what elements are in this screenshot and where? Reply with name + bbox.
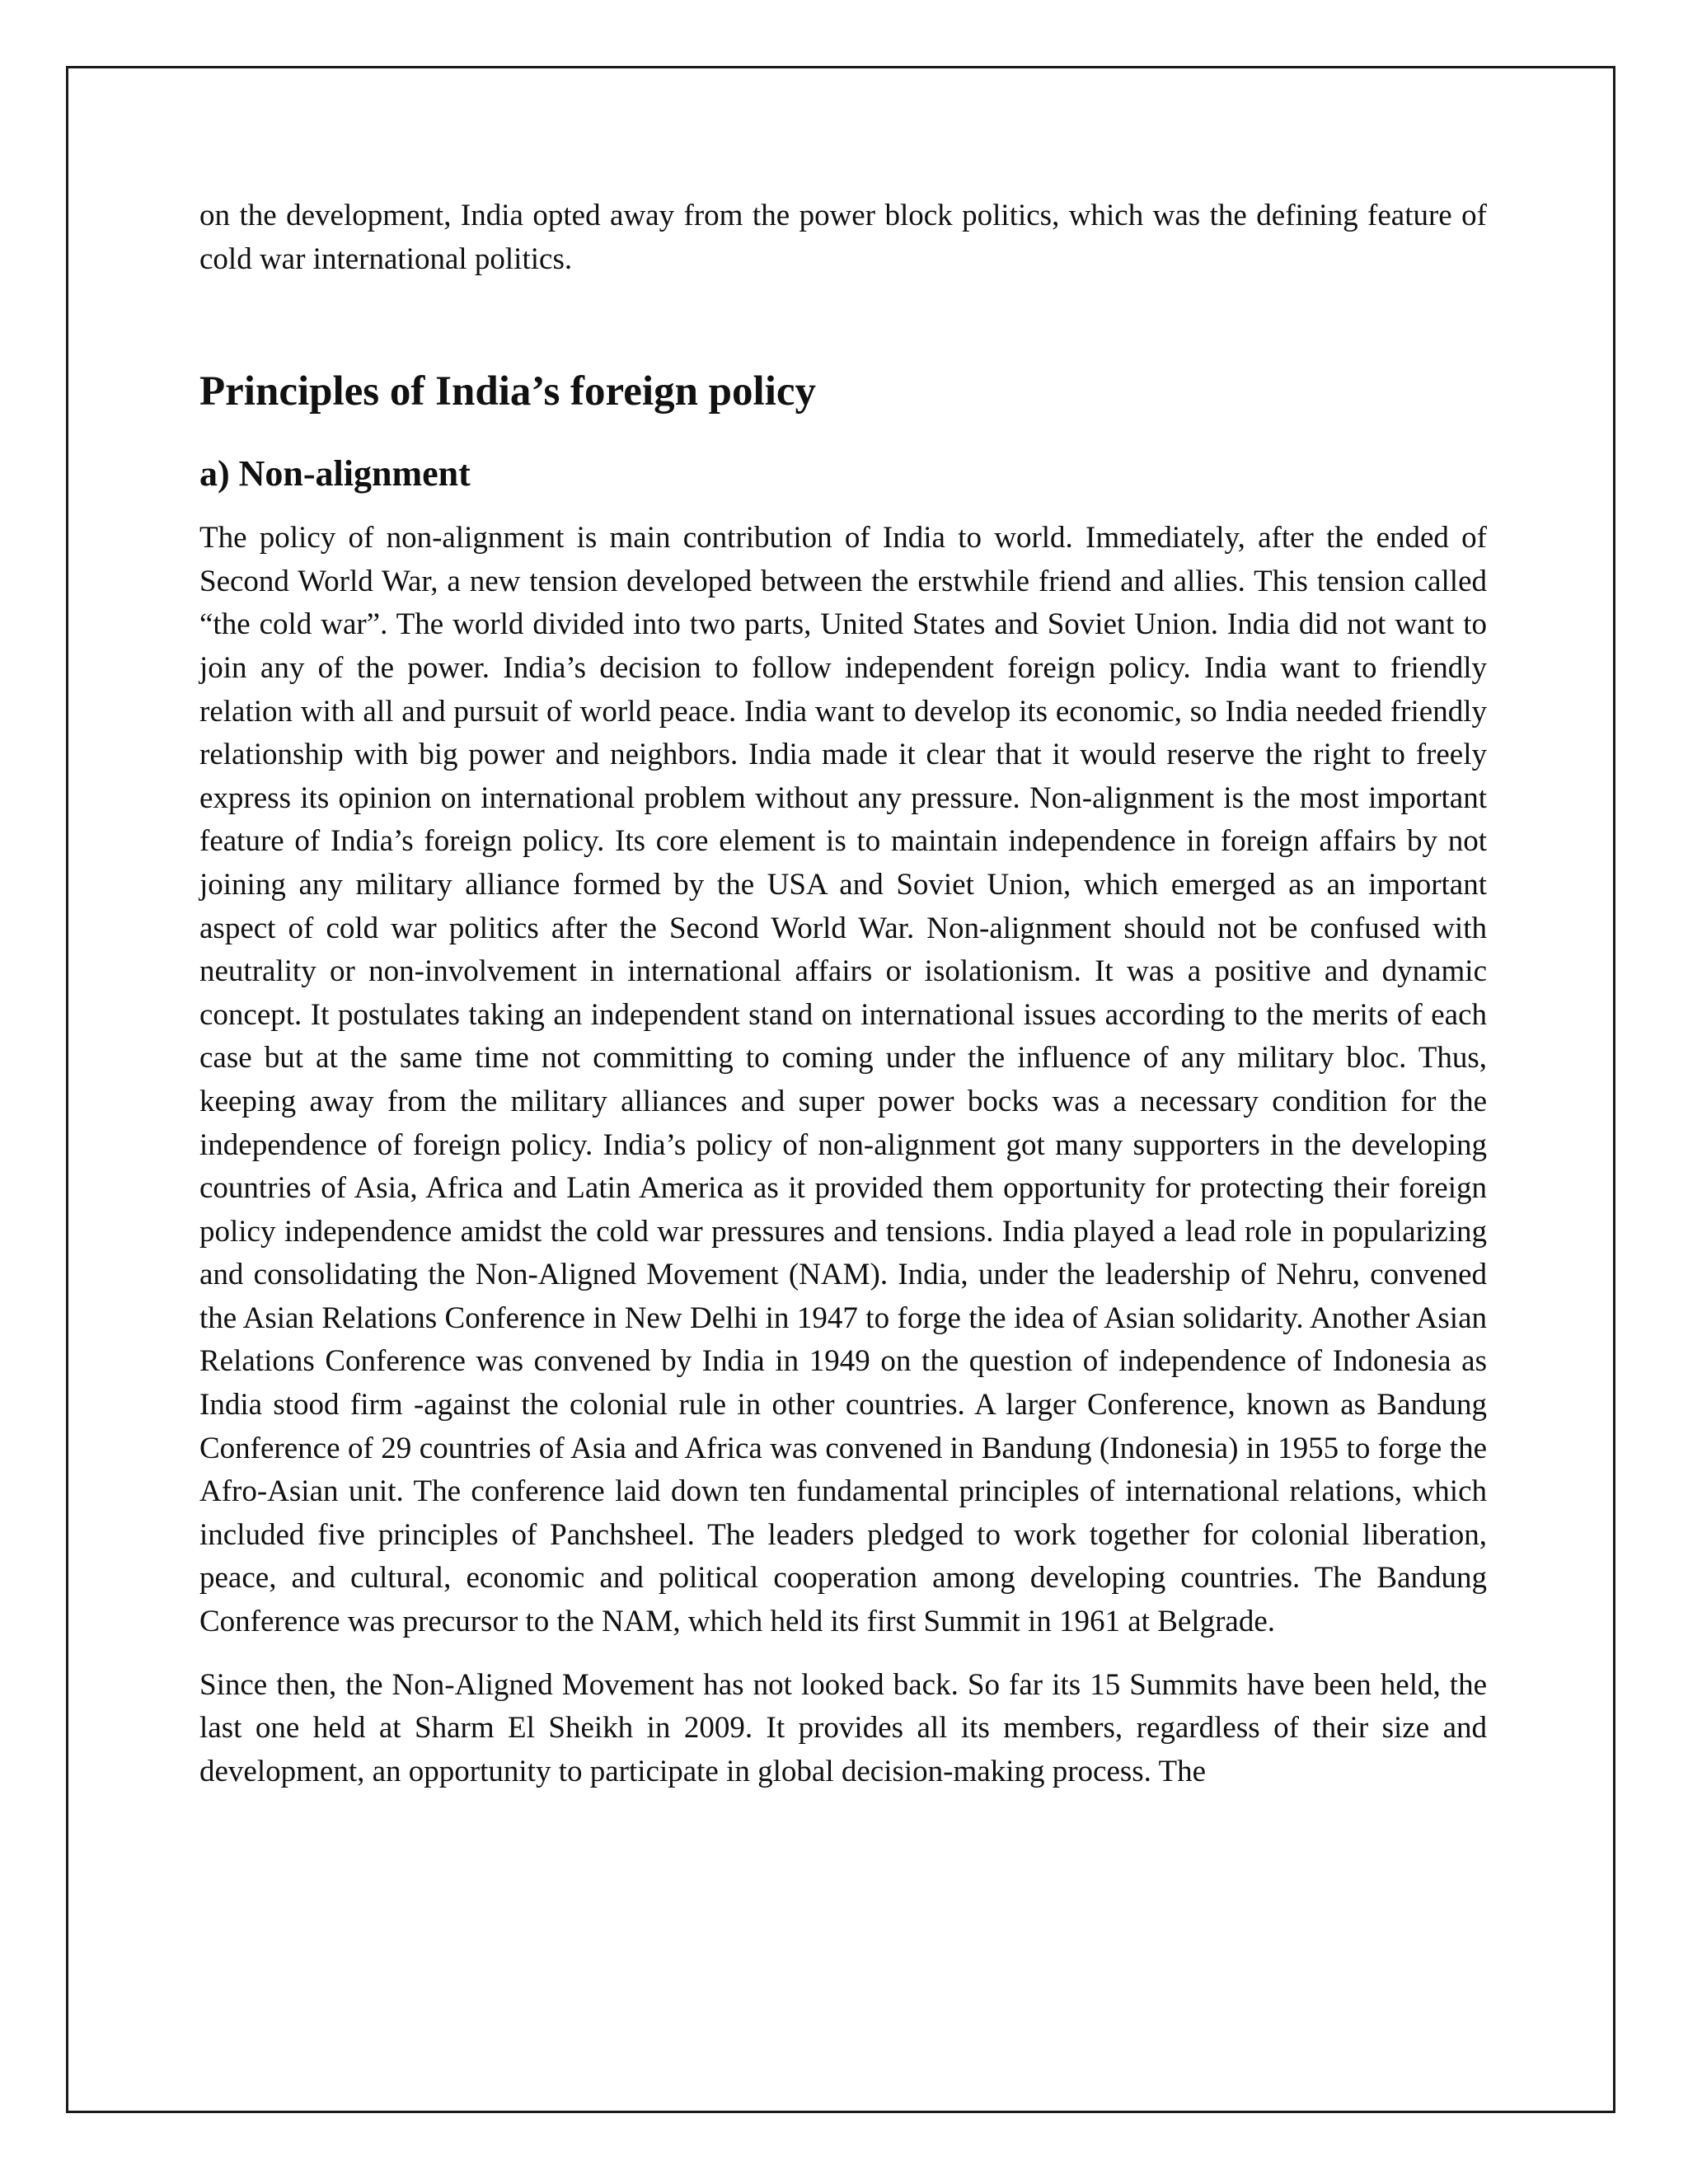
intro-paragraph: on the development, India opted away from the power block politics, which was the defining feature of cold war international politics. <box>199 199 1487 276</box>
section-heading: Principles of India’s foreign policy <box>199 368 817 415</box>
body-paragraph: The policy of non-alignment is main contribution of India to world. Immediately, after the ended of Second World War, a new tension developed between the erstwhile friend and allies. This tension called “the cold war”. The world divided into two parts, United States and Soviet Union. India did not want to join any of the power. India’s decision to follow independent foreign policy. India want to friendly relation with all and pursuit of world peace. India want to develop its economic, so India needed friendly relationship with big power and neighbors. India made it clear that it would reserve the right to freely express its opinion on international problem without any pressure. Non-alignment is the most important feature of India’s foreign policy. Its core element is to maintain independence in foreign affairs by not joining any military alliance formed by the USA and Soviet Union, which emerged as an important aspect of cold war politics after the Second World War. Non-alignment should not be confused with neutrality or non-involvement in international affairs or isolationism. It was a positive and dynamic concept. It postulates taking an independent stand on international issues according to the merits of each case but at the same time not committing to coming under the influence of any military bloc. Thus, keeping away from the military alliances and super power bocks was a necessary condition for the independence of foreign policy. India’s policy of non-alignment got many supporters in the developing countries of Asia, Africa and Latin America as it provided them opportunity for protecting their foreign policy independence amidst the cold war pressures and tensions. India played a lead role in popularizing and consolidating the Non-Aligned Movement (NAM). India, under the leadership of Nehru, convened the Asian Relations Conference in New Delhi in 1947 to forge the idea of Asian solidarity. Another Asian Relations Conference was convened by India in 1949 on the question of independence of Indonesia as India stood firm -against the colonial rule in other countries. A larger Conference, known as Bandung Conference of 29 countries of Asia and Africa was convened in Bandung (Indonesia) in 1955 to forge the Afro-Asian unit. The conference laid down ten fundamental principles of international relations, which included five principles of Panchsheel. The leaders pledged to work together for colonial liberation, peace, and cultural, economic and political cooperation among developing countries. The Bandung Conference was precursor to the NAM, which held its first Summit in 1961 at Belgrade. <box>199 521 1487 1639</box>
page-content <box>199 194 1487 1793</box>
body-paragraph: Since then, the Non-Aligned Movement has not looked back. So far its 15 Summits have been held, the last one held at Sharm El Sheikh in 2009. It provides all its members, regardless of their size and development, an opportunity to participate in global decision-making process. The <box>199 1667 1487 1788</box>
subsection-heading: a) Non-alignment <box>199 453 471 494</box>
